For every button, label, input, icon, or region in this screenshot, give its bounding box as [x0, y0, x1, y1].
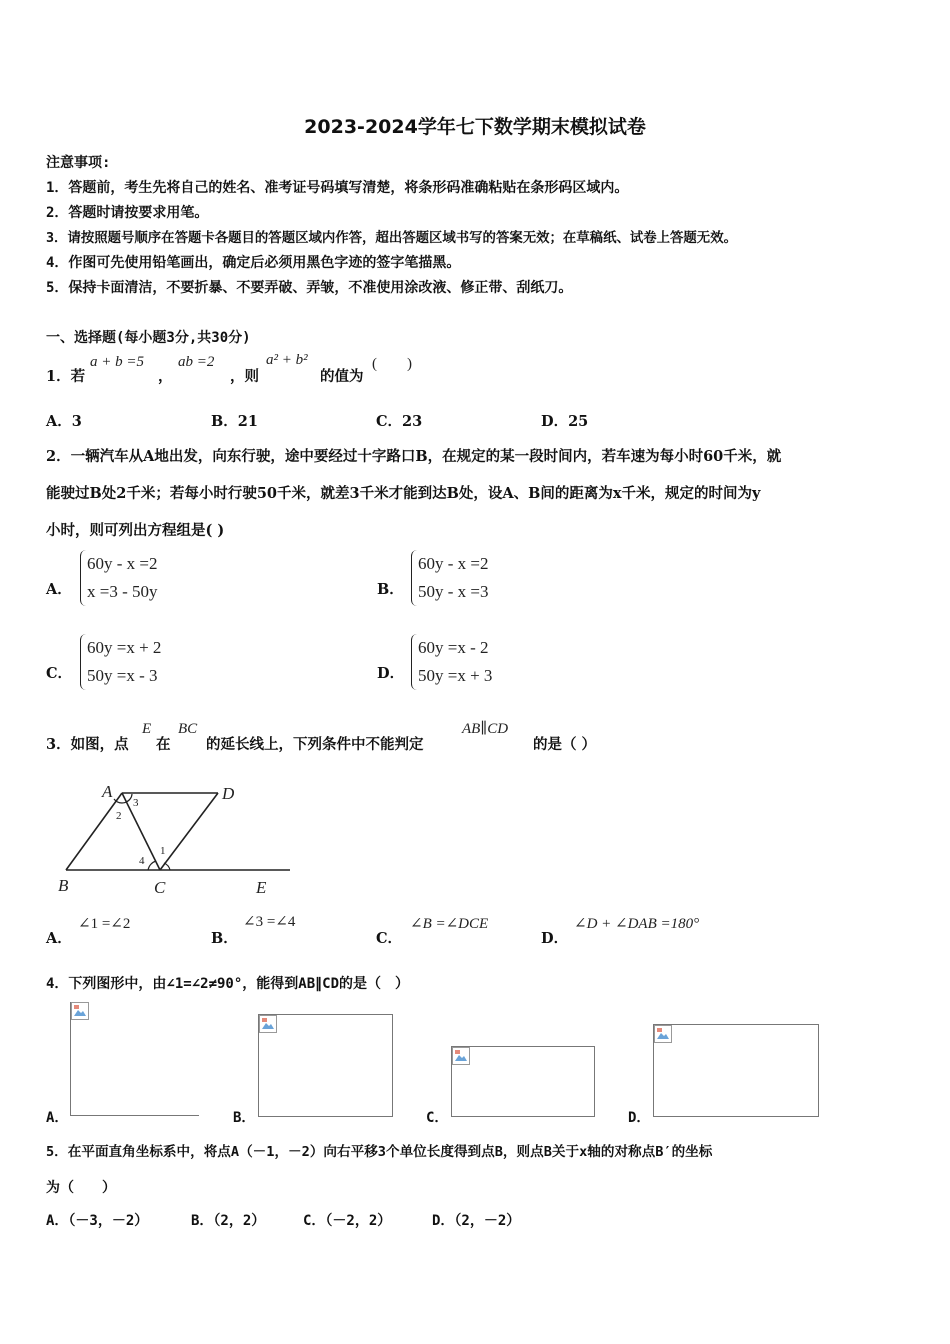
q1-paren: ( )	[372, 356, 412, 372]
q5-option-d: D．（2，－2）	[432, 1213, 521, 1229]
q1-option-a: A．3	[46, 413, 82, 430]
page-title: 2023-2024学年七下数学期末模拟试卷	[304, 116, 646, 138]
angle-label-3: 3	[133, 797, 139, 809]
q3-suffix: 的是（ ）	[533, 736, 597, 753]
notes-item: 3．请按照题号顺序在答题卡各题目的答题区域内作答，超出答题区域书写的答案无效；在草稿纸、试卷上答题无效。	[46, 231, 737, 246]
notes-item: 4．作图可先使用铅笔画出，确定后必须用黑色字迹的签字笔描黑。	[46, 255, 461, 271]
broken-image-icon	[654, 1025, 672, 1043]
broken-image-icon	[452, 1047, 470, 1065]
q3-option-c-expr: ∠B =∠DCE	[410, 916, 489, 932]
q3-bc: BC	[178, 721, 198, 737]
q3-mid2: 的延长线上，下列条件中不能判定	[206, 736, 424, 753]
q3-geometry-figure	[50, 775, 300, 900]
q4-option-d-label: D．	[628, 1110, 651, 1126]
equation: x =3 - 50y	[87, 582, 158, 601]
q5-line: 为（ ）	[46, 1180, 116, 1196]
angle-arc	[148, 861, 156, 870]
q1-sep: ，	[158, 368, 173, 385]
q3-option-a-expr: ∠1 =∠2	[78, 916, 131, 932]
broken-image-icon	[259, 1015, 277, 1033]
q3-option-b-expr: ∠3 =∠4	[243, 914, 296, 930]
q2-option-b-system	[411, 550, 489, 606]
equation: 50y - x =3	[418, 582, 489, 601]
q2-option-c-label: C．	[46, 665, 73, 682]
q2-line: 小时，则可列出方程组是( )	[46, 522, 225, 539]
q3-option-a-label: A．	[46, 930, 72, 947]
angle-arc	[164, 863, 170, 870]
q3-abcd: AB∥CD	[462, 721, 509, 737]
q1-suffix: 的值为	[320, 368, 364, 385]
q1-option-b: B．21	[211, 413, 258, 430]
equation: 60y - x =2	[87, 554, 158, 573]
q3-option-d-label: D．	[541, 930, 569, 947]
q2-line: 能驶过B处2千米；若每小时行驶50千米，就差3千米才能到达B处，设A、B间的距离为x千米，规定的时间为y	[46, 485, 761, 502]
section-heading: 一、选择题(每小题3分,共30分)	[46, 330, 251, 346]
notes-item: 5．保持卡面清洁，不要折暴、不要弄破、弄皱，不准使用涂改液、修正带、刮纸刀。	[46, 280, 573, 296]
equation: 60y =x + 2	[87, 638, 162, 657]
label-d: D	[222, 784, 235, 803]
notes-item: 2．答题时请按要求用笔。	[46, 205, 209, 221]
broken-image-icon	[71, 1002, 89, 1020]
q1-prefix: 1．若	[46, 368, 86, 385]
q3-option-b-label: B．	[211, 930, 238, 947]
q5-option-c: C．（－2，2）	[303, 1213, 392, 1229]
q1-expr2: ab =2	[178, 354, 215, 370]
q1-expr1: a + b =5	[90, 354, 144, 370]
equation: 50y =x + 3	[418, 666, 493, 685]
equation: 60y =x - 2	[418, 638, 489, 657]
q4-figure-d	[653, 1024, 819, 1117]
q1-option-d: D．25	[541, 413, 589, 430]
q3-option-c-label: C．	[376, 930, 403, 947]
q4-figure-b	[258, 1014, 393, 1117]
q2-option-a-label: A．	[46, 581, 72, 598]
q4-figure-a	[70, 1002, 199, 1116]
q3-prefix: 3．如图，点	[46, 736, 129, 753]
q5-option-a: A．（－3，－2）	[46, 1213, 149, 1229]
segment-ab	[66, 793, 122, 870]
label-c: C	[154, 878, 166, 897]
q4-figure-c	[451, 1046, 595, 1117]
equation: 60y - x =2	[418, 554, 489, 573]
label-a: A	[102, 782, 113, 801]
q3-option-d-expr: ∠D + ∠DAB =180°	[574, 916, 700, 932]
q1-expr3: a² + b²	[266, 352, 308, 368]
q2-option-d-system	[411, 634, 492, 690]
angle-label-1: 1	[160, 845, 166, 857]
q2-option-a-system	[80, 550, 158, 606]
q2-option-c-system	[80, 634, 161, 690]
q3-point-e: E	[142, 721, 152, 737]
segment-cd	[160, 793, 218, 870]
equation: 50y =x - 3	[87, 666, 158, 685]
label-e: E	[256, 878, 267, 897]
notes-item: 1．答题前，考生先将自己的姓名、准考证号码填写清楚，将条形码准确粘贴在条形码区域内。	[46, 180, 629, 196]
angle-label-2: 2	[116, 810, 122, 822]
q1-mid: ，则	[230, 368, 259, 385]
q1-option-c: C．23	[376, 413, 423, 430]
q5-line: 5．在平面直角坐标系中，将点A（－1，－2）向右平移3个单位长度得到点B，则点B关于x轴的对称点B′的坐标	[46, 1144, 713, 1160]
q3-mid1: 在	[156, 736, 171, 753]
q4-option-b-label: B．	[233, 1110, 256, 1126]
q4-option-a-label: A．	[46, 1110, 69, 1126]
label-b: B	[58, 876, 69, 895]
q4-option-c-label: C．	[426, 1110, 449, 1126]
angle-label-4: 4	[139, 855, 145, 867]
q2-option-b-label: B．	[377, 581, 404, 598]
q2-line: 2．一辆汽车从A地出发，向东行驶，途中要经过十字路口B，在规定的某一段时间内，若车速为每小时60千米，就	[46, 448, 782, 465]
angle-arc	[126, 794, 132, 802]
q2-option-d-label: D．	[377, 665, 405, 682]
q4-text: 4．下列图形中，由∠1=∠2≠90°，能得到AB∥CD的是（ ）	[46, 976, 410, 992]
q5-option-b: B．（2，2）	[191, 1213, 266, 1229]
notes-heading: 注意事项:	[46, 155, 111, 171]
